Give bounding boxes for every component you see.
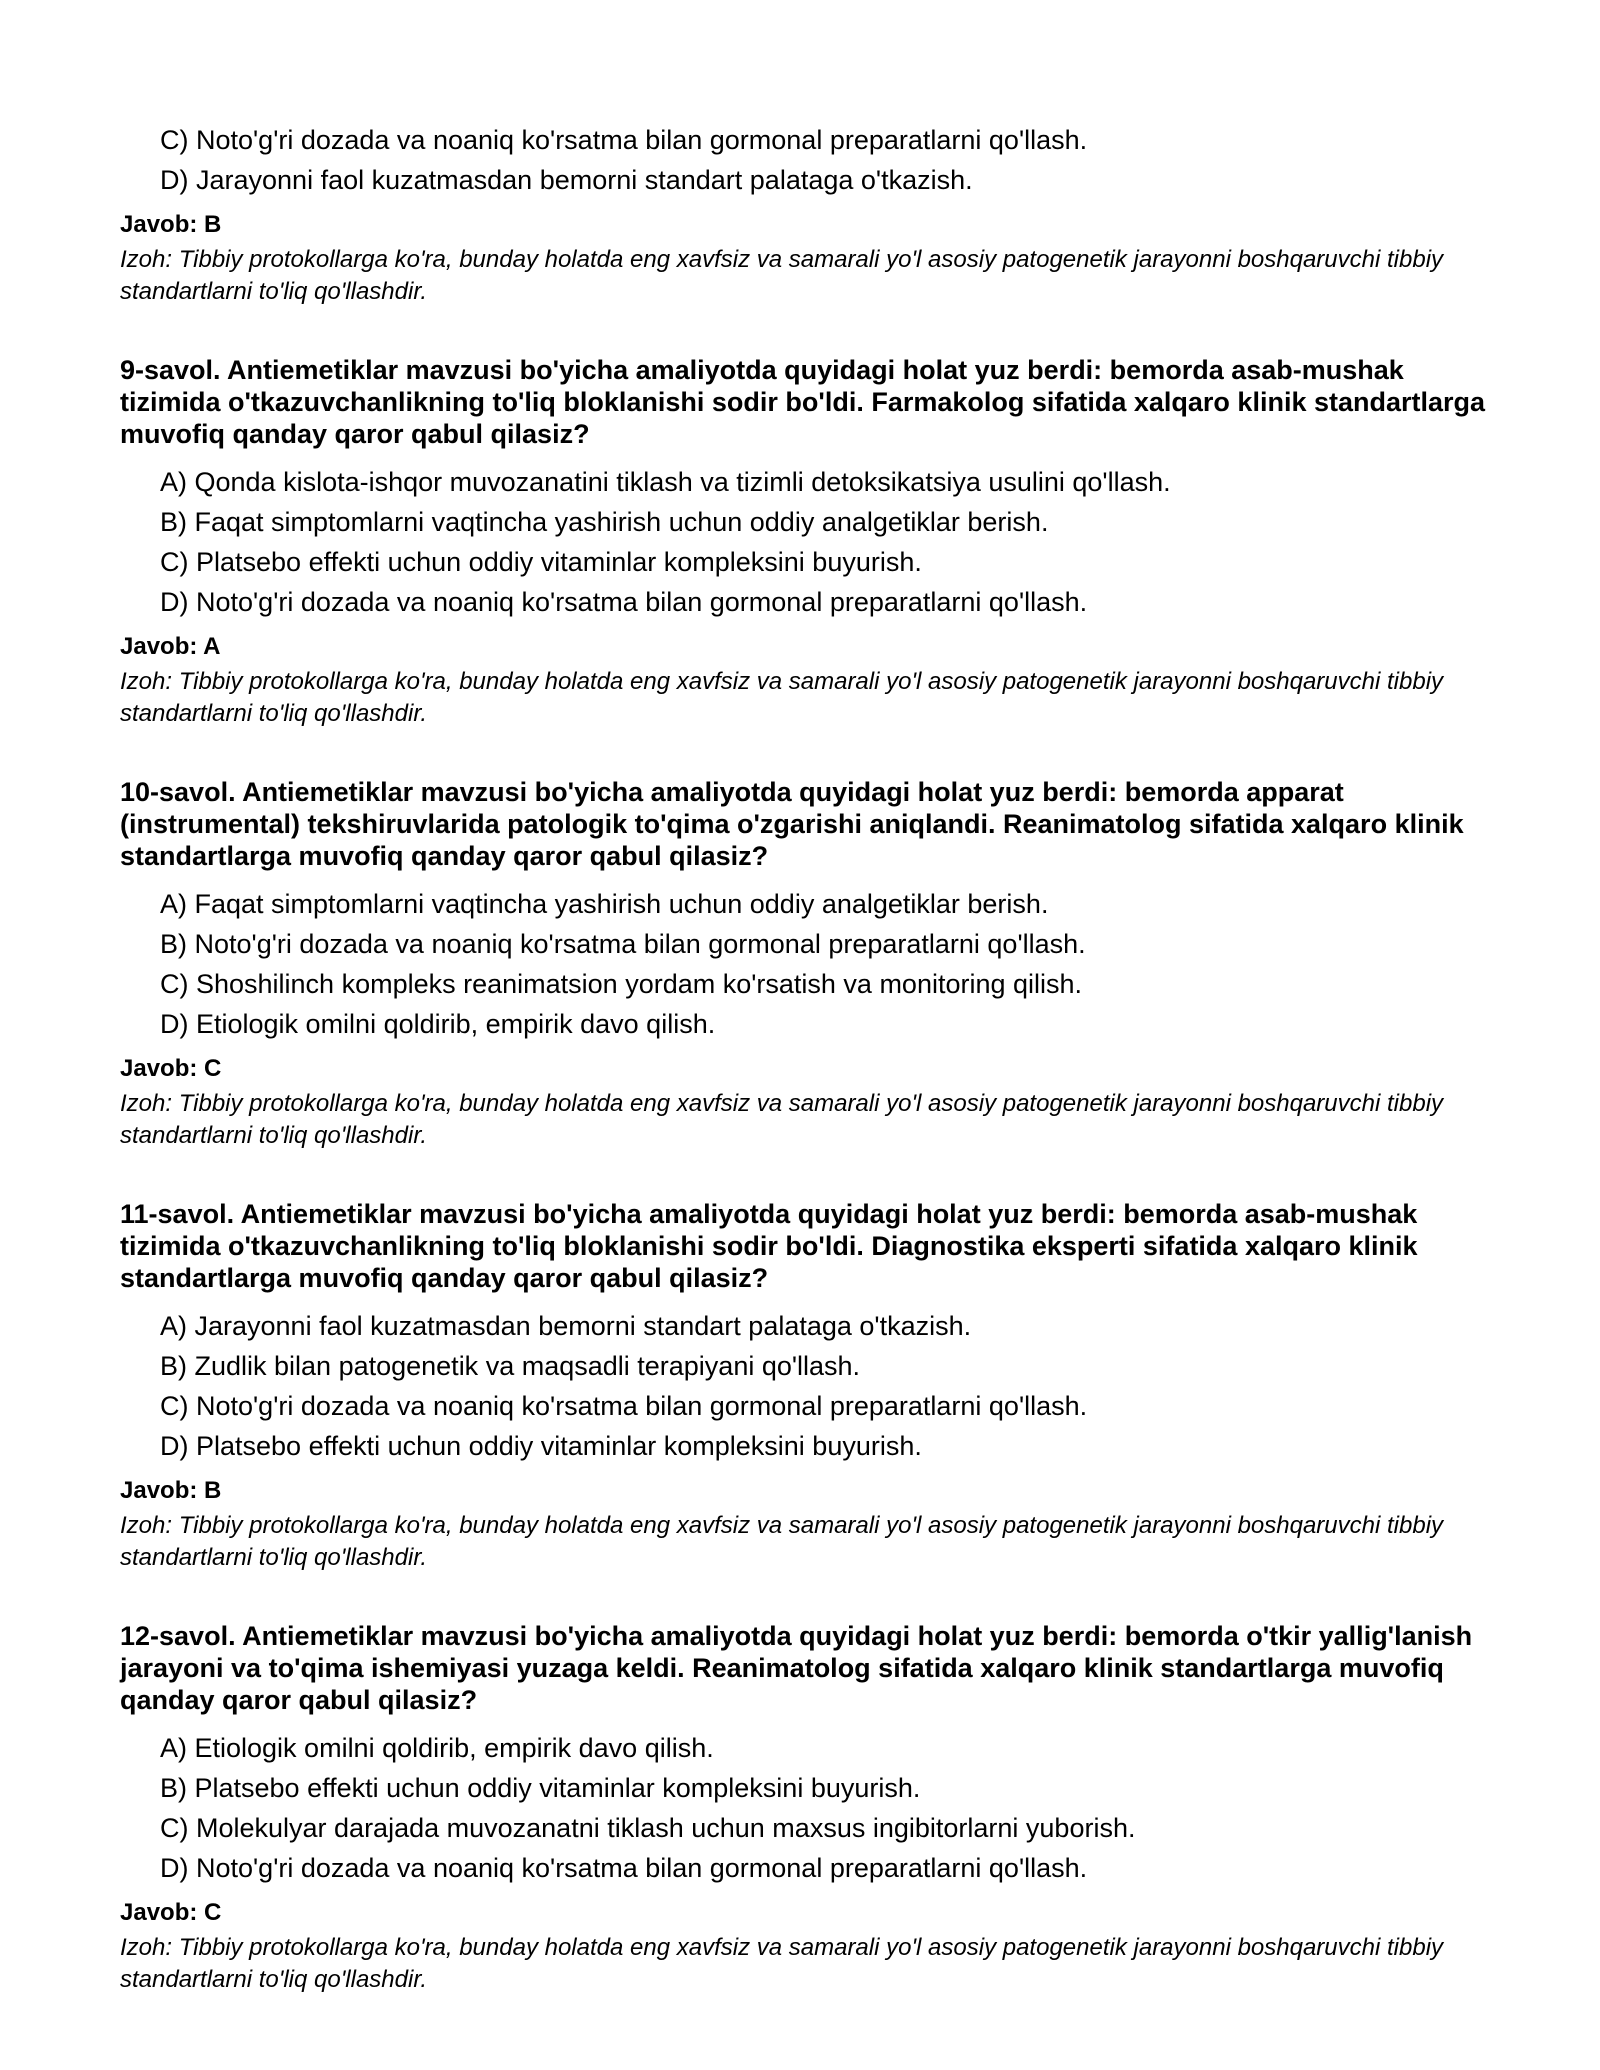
answer-label: Javob: B [120, 1477, 222, 1504]
option-a: A) Qonda kislota-ishqor muvozanatini tiklash va tizimli detoksikatsiya usulini qo'llash. [160, 467, 1171, 497]
option-c: C) Noto'g'ri dozada va noaniq ko'rsatma bilan gormonal preparatlarni qo'llash. [160, 125, 1088, 155]
answer-label: Javob: C [120, 1055, 222, 1082]
explanation-note: Izoh: Tibbiy protokollarga ko'ra, bunday holatda eng xavfsiz va samarali yo'l asosiy patogenetik jarayonni boshqaruvchi tibbiy standartlarni to'liq qo'llashdir. [120, 1512, 1444, 1571]
question-text: 9-savol. Antiemetiklar mavzusi bo'yicha amaliyotda quyidagi holat yuz berdi: bemorda asab-mushak tizimida o'tkazuvchanlikning to'liq bloklanishi sodir bo'ldi. Farmakolog sifatida xalqaro klinik standartlarga muvofiq qanday qaror qabul qilasiz? [120, 355, 1486, 449]
answer-label: Javob: A [120, 633, 221, 660]
question-block-12 [120, 1620, 1500, 1996]
option-b: B) Faqat simptomlarni vaqtincha yashirish uchun oddiy analgetiklar berish. [160, 507, 1049, 537]
option-b: B) Zudlik bilan patogenetik va maqsadli terapiyani qo'llash. [160, 1351, 861, 1381]
question-text: 12-savol. Antiemetiklar mavzusi bo'yicha amaliyotda quyidagi holat yuz berdi: bemorda o'tkir yallig'lanish jarayoni va to'qima ishemiyasi yuzaga keldi. Reanimatolog sifatida xalqaro klinik standartlarga muvofiq qanday qaror qabul qilasiz? [120, 1621, 1473, 1715]
question-block-10 [120, 776, 1500, 1152]
question-block-11 [120, 1198, 1500, 1574]
option-b: B) Platsebo effekti uchun oddiy vitaminlar kompleksini buyurish. [160, 1773, 921, 1803]
option-list [120, 120, 1500, 200]
question-text: 11-savol. Antiemetiklar mavzusi bo'yicha amaliyotda quyidagi holat yuz berdi: bemorda asab-mushak tizimida o'tkazuvchanlikning to'liq bloklanishi sodir bo'ldi. Diagnostika eksperti sifatida xalqaro klinik standartlarga muvofiq qanday qaror qabul qilasiz? [120, 1199, 1418, 1293]
option-d: D) Platsebo effekti uchun oddiy vitaminlar kompleksini buyurish. [160, 1431, 922, 1461]
question-block-8-continued [120, 120, 1500, 308]
answer-label: Javob: C [120, 1899, 222, 1926]
option-b: B) Noto'g'ri dozada va noaniq ko'rsatma bilan gormonal preparatlarni qo'llash. [160, 929, 1086, 959]
question-block-9 [120, 354, 1500, 730]
option-a: A) Faqat simptomlarni vaqtincha yashirish uchun oddiy analgetiklar berish. [160, 889, 1049, 919]
option-a: A) Jarayonni faol kuzatmasdan bemorni standart palataga o'tkazish. [160, 1311, 972, 1341]
explanation-note: Izoh: Tibbiy protokollarga ko'ra, bunday holatda eng xavfsiz va samarali yo'l asosiy patogenetik jarayonni boshqaruvchi tibbiy standartlarni to'liq qo'llashdir. [120, 1090, 1444, 1149]
option-c: C) Molekulyar darajada muvozanatni tiklash uchun maxsus ingibitorlarni yuborish. [160, 1813, 1136, 1843]
option-list [120, 462, 1500, 622]
option-list [120, 1306, 1500, 1466]
explanation-note: Izoh: Tibbiy protokollarga ko'ra, bunday holatda eng xavfsiz va samarali yo'l asosiy patogenetik jarayonni boshqaruvchi tibbiy standartlarni to'liq qo'llashdir. [120, 246, 1444, 305]
option-list [120, 1728, 1500, 1888]
option-d: D) Etiologik omilni qoldirib, empirik davo qilish. [160, 1009, 716, 1039]
option-d: D) Jarayonni faol kuzatmasdan bemorni standart palataga o'tkazish. [160, 165, 973, 195]
explanation-note: Izoh: Tibbiy protokollarga ko'ra, bunday holatda eng xavfsiz va samarali yo'l asosiy patogenetik jarayonni boshqaruvchi tibbiy standartlarni to'liq qo'llashdir. [120, 1934, 1444, 1993]
option-a: A) Etiologik omilni qoldirib, empirik davo qilish. [160, 1733, 714, 1763]
option-c: C) Noto'g'ri dozada va noaniq ko'rsatma bilan gormonal preparatlarni qo'llash. [160, 1391, 1088, 1421]
option-c: C) Platsebo effekti uchun oddiy vitaminlar kompleksini buyurish. [160, 547, 922, 577]
option-d: D) Noto'g'ri dozada va noaniq ko'rsatma bilan gormonal preparatlarni qo'llash. [160, 1853, 1088, 1883]
option-d: D) Noto'g'ri dozada va noaniq ko'rsatma bilan gormonal preparatlarni qo'llash. [160, 587, 1088, 617]
explanation-note: Izoh: Tibbiy protokollarga ko'ra, bunday holatda eng xavfsiz va samarali yo'l asosiy patogenetik jarayonni boshqaruvchi tibbiy standartlarni to'liq qo'llashdir. [120, 668, 1444, 727]
answer-label: Javob: B [120, 211, 222, 238]
document-page [120, 120, 1500, 1996]
option-list [120, 884, 1500, 1044]
question-text: 10-savol. Antiemetiklar mavzusi bo'yicha amaliyotda quyidagi holat yuz berdi: bemorda apparat (instrumental) tekshiruvlarida patologik to'qima o'zgarishi aniqlandi. Reanimatolog sifatida xalqaro klinik standartlarga muvofiq qanday qaror qabul qilasiz? [120, 777, 1464, 871]
option-c: C) Shoshilinch kompleks reanimatsion yordam ko'rsatish va monitoring qilish. [160, 969, 1083, 999]
